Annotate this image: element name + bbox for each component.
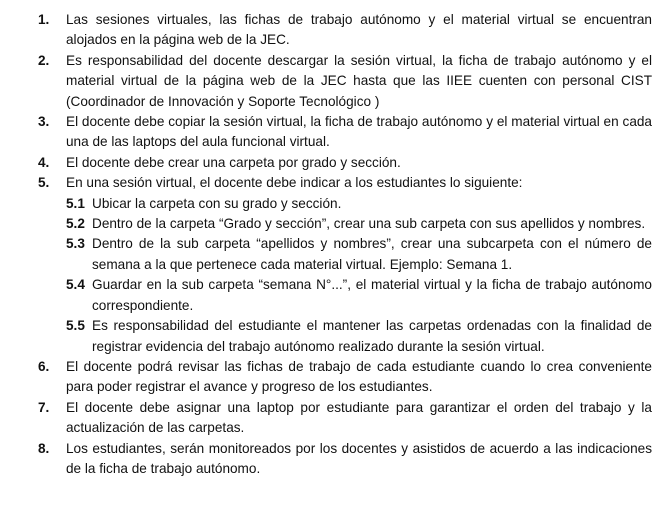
sublist-text: Dentro de la carpeta “Grado y sección”, crear una sub carpeta con sus apellidos y nombres.: [92, 216, 646, 232]
list-number: 6.: [38, 358, 50, 374]
list-number: 4.: [38, 154, 50, 170]
list-item-1: [0, 10, 652, 51]
sublist-number: 5.2: [66, 216, 85, 232]
sublist-number: 5.4: [66, 277, 85, 293]
list-number: 1.: [38, 12, 50, 27]
sublist-item-5-3: [0, 234, 652, 275]
sublist-text: Es responsabilidad del estudiante el mantener las carpetas ordenadas con la finalidad de registrar evidencia del trabajo autónomo realizado durante la sesión virtual.: [92, 318, 652, 354]
list-number: 5.: [38, 175, 50, 191]
list-item-8: [0, 439, 652, 480]
sublist-text: Guardar en la sub carpeta “semana N°...”, el material virtual y la ficha de trabajo autónomo correspondiente.: [92, 277, 652, 313]
list-item-6: [0, 357, 652, 398]
list-item-5: [0, 173, 652, 193]
list-item-2: [0, 51, 652, 112]
list-item-4: [0, 153, 652, 173]
sublist-number: 5.5: [66, 318, 85, 334]
sublist-text: Dentro de la sub carpeta “apellidos y nombres”, crear una subcarpeta con el número de semana a la que pertenece cada material virtual. Ejemplo: Semana 1.: [92, 236, 652, 272]
sublist-item-5-1: [0, 194, 652, 214]
list-text: El docente debe crear una carpeta por grado y sección.: [66, 154, 401, 170]
sublist-number: 5.3: [66, 236, 85, 252]
sublist-item-5-5: [0, 316, 652, 357]
sublist-item-5-4: [0, 275, 652, 316]
list-text: Es responsabilidad del docente descargar la sesión virtual, la ficha de trabajo autónomo y el material virtual de la página web de la JEC hasta que las IIEE cuenten con personal CIST (Coordinador de Innovación y Soporte Tecnológico ): [66, 52, 652, 109]
list-number: 7.: [38, 399, 50, 415]
sublist-text: Ubicar la carpeta con su grado y sección.: [92, 195, 342, 211]
list-item-7: [0, 398, 652, 439]
sublist-number: 5.1: [66, 195, 85, 211]
sublist-item-5-2: [0, 214, 652, 234]
list-item-3: [0, 112, 652, 153]
list-text: El docente podrá revisar las fichas de trabajo de cada estudiante cuando lo crea conveniente para poder registrar el avance y progreso de los estudiantes.: [66, 358, 652, 395]
list-text: Los estudiantes, serán monitoreados por los docentes y asistidos de acuerdo a las indicaciones de la ficha de trabajo autónomo.: [66, 440, 652, 476]
list-number: 2.: [38, 52, 50, 68]
list-text: El docente debe asignar una laptop por estudiante para garantizar el orden del trabajo y la actualización de las carpetas.: [66, 399, 652, 436]
list-number: 8.: [38, 440, 50, 456]
list-text: Las sesiones virtuales, las fichas de trabajo autónomo y el material virtual se encuentran alojados en la página web de la JEC.: [66, 12, 652, 48]
list-text: El docente debe copiar la sesión virtual, la ficha de trabajo autónomo y el material virtual en cada una de las laptops del aula funcional virtual.: [66, 114, 652, 150]
list-text: En una sesión virtual, el docente debe indicar a los estudiantes lo siguiente:: [66, 175, 523, 191]
list-number: 3.: [38, 114, 50, 130]
